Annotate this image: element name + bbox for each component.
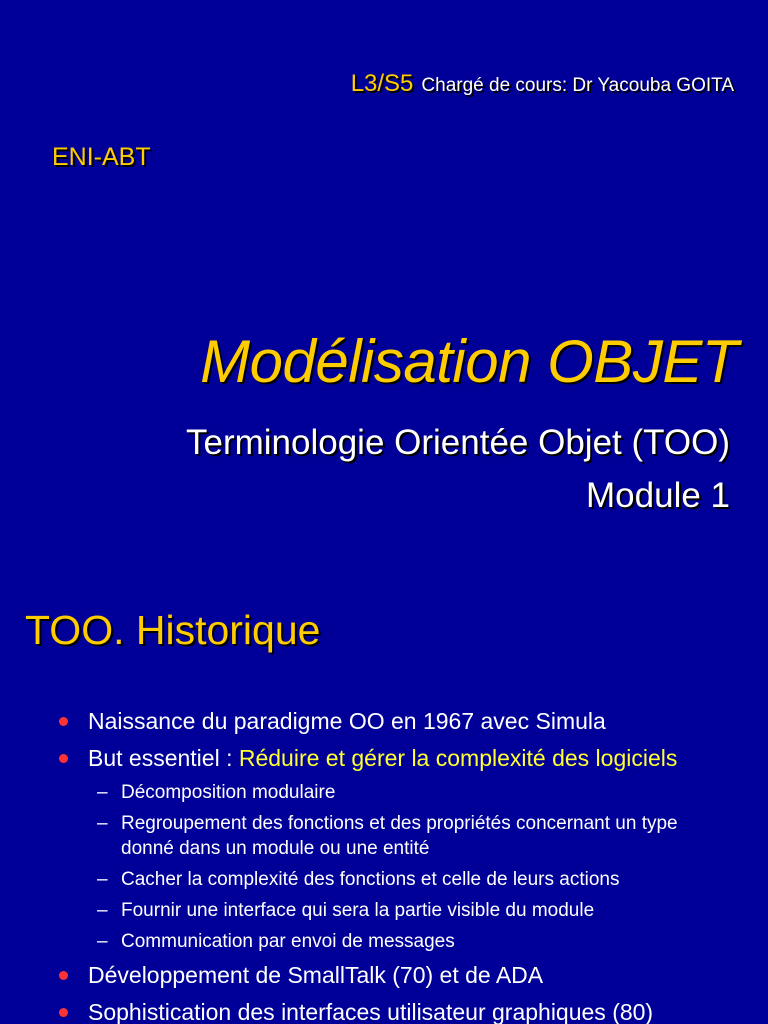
- bullet-dot-icon: [59, 717, 68, 726]
- section-title: TOO. Historique: [25, 607, 321, 653]
- dash-icon: –: [97, 782, 108, 803]
- bullet-text: Naissance du paradigme OO en 1967 avec Simula: [88, 708, 606, 734]
- bullet-dot-icon: [59, 971, 68, 980]
- slide-subtitle: Terminologie Orientée Objet (TOO): [185, 423, 730, 462]
- sub-bullet-item: [0, 810, 768, 862]
- sub-bullet-text-continued: donné dans un module ou une entité: [121, 838, 430, 859]
- sub-bullet-text: Regroupement des fonctions et des propriétés concernant un type: [121, 813, 678, 834]
- module-label: Module 1: [586, 476, 730, 515]
- dash-icon: –: [97, 869, 108, 890]
- sub-bullet-list: [0, 779, 768, 955]
- institution-name: ENI-ABT: [52, 143, 151, 171]
- sub-bullet-text: Décomposition modulaire: [121, 782, 336, 803]
- sub-bullet-item: [0, 779, 768, 806]
- bullet-text: But essentiel :: [88, 745, 239, 771]
- bullet-item: [0, 997, 768, 1024]
- bullet-list: [0, 706, 768, 1024]
- slide-title: Modélisation OBJET: [200, 328, 738, 395]
- bullet-text: Sophistication des interfaces utilisateur graphiques (80): [88, 999, 654, 1024]
- dash-icon: –: [97, 813, 108, 834]
- sub-bullet-text: Fournir une interface qui sera la partie visible du module: [121, 900, 595, 921]
- sub-bullet-text: Communication par envoi de messages: [121, 931, 455, 952]
- bullet-dot-icon: [59, 754, 68, 763]
- bullet-text: Développement de SmallTalk (70) et de ADA: [88, 962, 544, 988]
- bullet-item: [0, 960, 768, 990]
- bullet-dot-icon: [59, 1008, 68, 1017]
- bullet-item: [0, 706, 768, 736]
- lecturer-name: Chargé de cours: Dr Yacouba GOITA: [421, 75, 734, 96]
- bullet-item: [0, 743, 768, 773]
- dash-icon: –: [97, 900, 108, 921]
- header-line: [351, 70, 734, 98]
- sub-bullet-text: Cacher la complexité des fonctions et celle de leurs actions: [121, 869, 620, 890]
- sub-bullet-item: [0, 928, 768, 955]
- course-level: L3/S5: [350, 70, 414, 97]
- bullet-highlight-text: Réduire et gérer la complexité des logiciels: [238, 745, 678, 771]
- dash-icon: –: [97, 931, 108, 952]
- sub-bullet-item: [0, 866, 768, 893]
- sub-bullet-item: [0, 897, 768, 924]
